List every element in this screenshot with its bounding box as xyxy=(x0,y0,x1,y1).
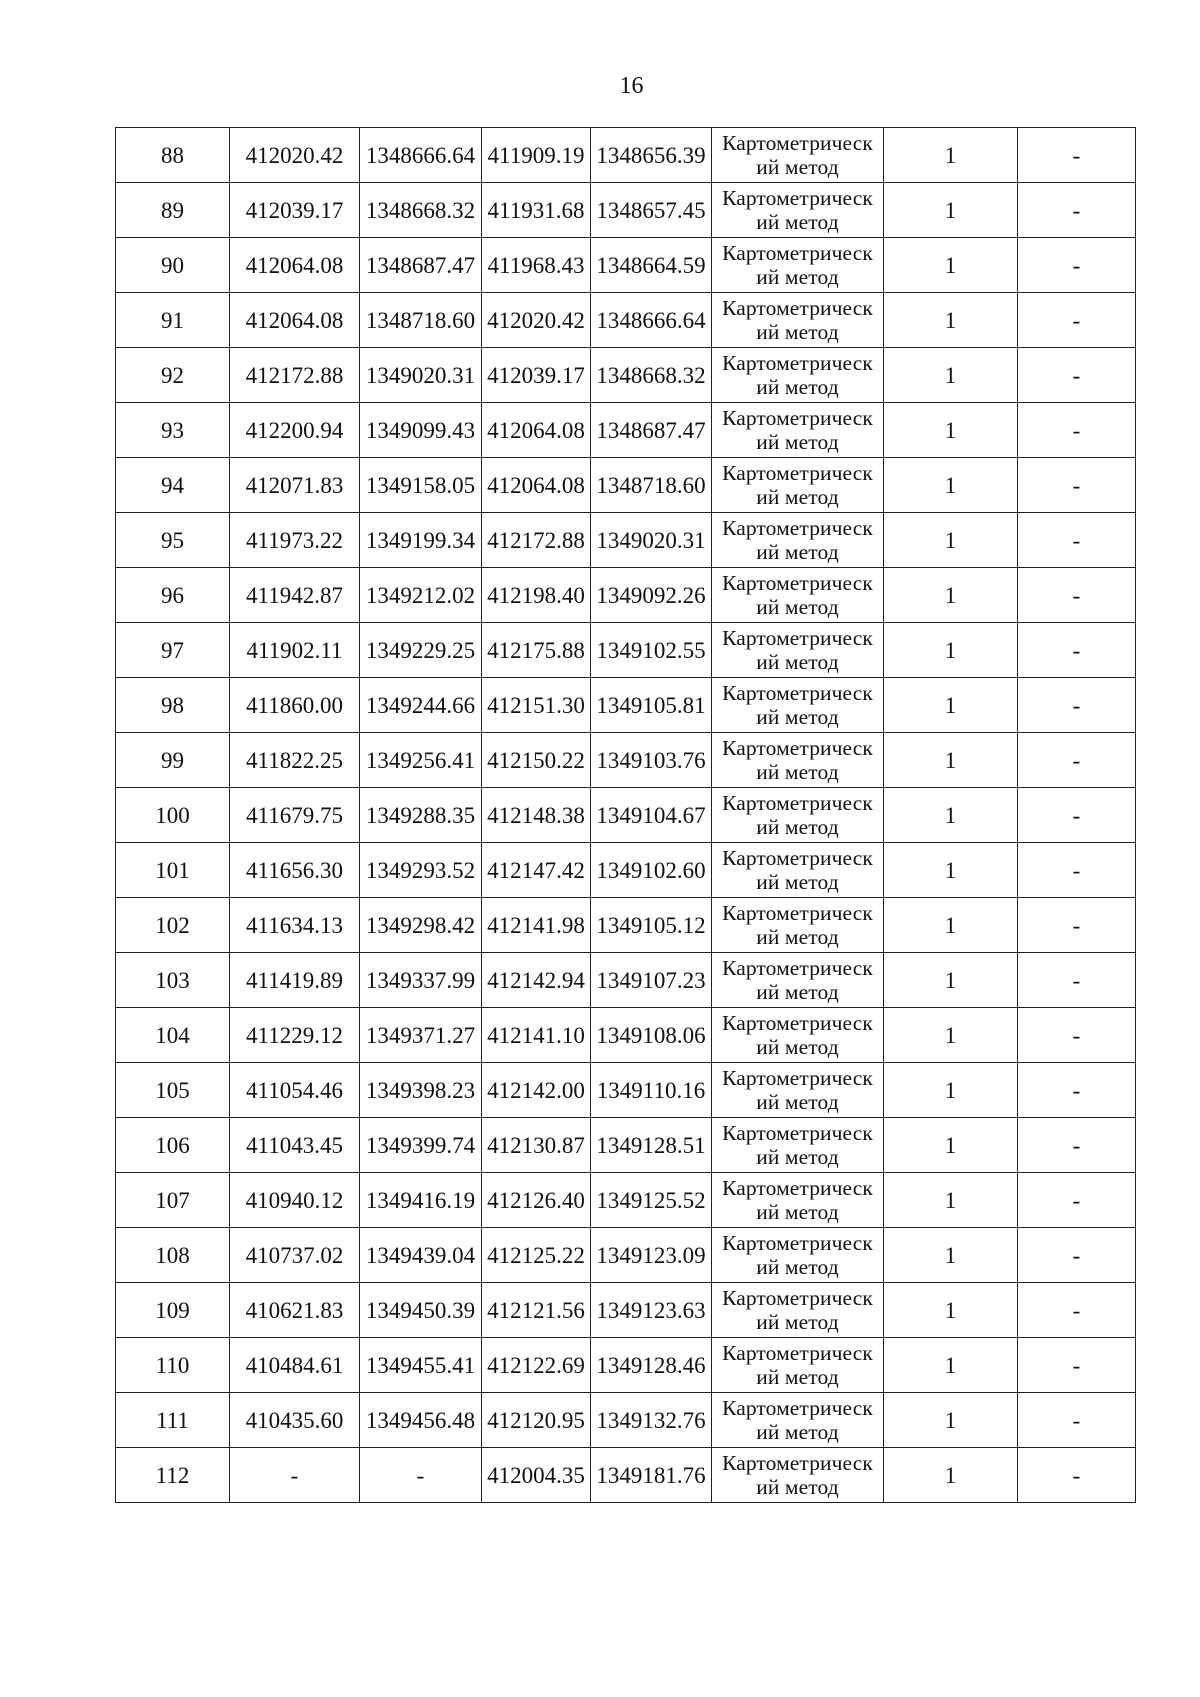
cell-note: - xyxy=(1018,1448,1136,1503)
cell-y-new: 1349128.46 xyxy=(591,1338,712,1393)
cell-y-new: 1348664.59 xyxy=(591,238,712,293)
table-row xyxy=(116,1063,1136,1118)
table-body xyxy=(116,128,1136,1503)
cell-accuracy: 1 xyxy=(884,1228,1018,1283)
cell-accuracy: 1 xyxy=(884,568,1018,623)
cell-method xyxy=(712,1118,884,1173)
cell-method xyxy=(712,1173,884,1228)
cell-y-existing: 1349439.04 xyxy=(360,1228,482,1283)
cell-x-existing: 411634.13 xyxy=(230,898,360,953)
method-line-2: ий метод xyxy=(756,815,839,839)
cell-note: - xyxy=(1018,788,1136,843)
cell-note: - xyxy=(1018,513,1136,568)
cell-y-new: 1349092.26 xyxy=(591,568,712,623)
cell-y-new: 1349132.76 xyxy=(591,1393,712,1448)
cell-note: - xyxy=(1018,843,1136,898)
cell-y-existing: 1349371.27 xyxy=(360,1008,482,1063)
cell-point-number: 96 xyxy=(116,568,230,623)
cell-x-existing: 412039.17 xyxy=(230,183,360,238)
table-row xyxy=(116,1448,1136,1503)
method-line-1: Картометрическ xyxy=(722,241,873,265)
method-line-1: Картометрическ xyxy=(722,1396,873,1420)
cell-note: - xyxy=(1018,953,1136,1008)
cell-accuracy: 1 xyxy=(884,733,1018,788)
method-line-1: Картометрическ xyxy=(722,901,873,925)
cell-note: - xyxy=(1018,183,1136,238)
cell-y-new: 1349102.60 xyxy=(591,843,712,898)
cell-method xyxy=(712,513,884,568)
cell-method xyxy=(712,1448,884,1503)
table-row xyxy=(116,348,1136,403)
coordinates-table xyxy=(115,127,1136,1503)
table-row xyxy=(116,293,1136,348)
method-line-2: ий метод xyxy=(756,1035,839,1059)
cell-y-new: 1349123.09 xyxy=(591,1228,712,1283)
cell-x-existing: 410621.83 xyxy=(230,1283,360,1338)
cell-point-number: 104 xyxy=(116,1008,230,1063)
table-row xyxy=(116,128,1136,183)
cell-method xyxy=(712,1393,884,1448)
method-line-2: ий метод xyxy=(756,705,839,729)
cell-y-existing: 1349450.39 xyxy=(360,1283,482,1338)
cell-accuracy: 1 xyxy=(884,403,1018,458)
cell-y-existing: 1349337.99 xyxy=(360,953,482,1008)
cell-point-number: 107 xyxy=(116,1173,230,1228)
cell-method xyxy=(712,733,884,788)
cell-method xyxy=(712,1283,884,1338)
method-line-1: Картометрическ xyxy=(722,736,873,760)
cell-point-number: 100 xyxy=(116,788,230,843)
table-row xyxy=(116,183,1136,238)
cell-x-existing: 411419.89 xyxy=(230,953,360,1008)
cell-point-number: 93 xyxy=(116,403,230,458)
cell-y-new: 1348687.47 xyxy=(591,403,712,458)
cell-accuracy: 1 xyxy=(884,238,1018,293)
cell-method xyxy=(712,1063,884,1118)
table-row xyxy=(116,403,1136,458)
cell-y-existing: 1349398.23 xyxy=(360,1063,482,1118)
table-row xyxy=(116,513,1136,568)
method-line-2: ий метод xyxy=(756,485,839,509)
cell-x-new: 412148.38 xyxy=(482,788,591,843)
cell-note: - xyxy=(1018,128,1136,183)
cell-x-existing: 410940.12 xyxy=(230,1173,360,1228)
cell-x-new: 412121.56 xyxy=(482,1283,591,1338)
cell-y-existing: 1348668.32 xyxy=(360,183,482,238)
method-line-1: Картометрическ xyxy=(722,1121,873,1145)
cell-x-existing: - xyxy=(230,1448,360,1503)
method-line-1: Картометрическ xyxy=(722,1451,873,1475)
method-line-1: Картометрическ xyxy=(722,626,873,650)
method-line-2: ий метод xyxy=(756,1475,839,1499)
cell-accuracy: 1 xyxy=(884,678,1018,733)
table-row xyxy=(116,1393,1136,1448)
method-line-1: Картометрическ xyxy=(722,131,873,155)
cell-note: - xyxy=(1018,623,1136,678)
cell-point-number: 112 xyxy=(116,1448,230,1503)
cell-x-new: 412130.87 xyxy=(482,1118,591,1173)
cell-accuracy: 1 xyxy=(884,953,1018,1008)
cell-x-existing: 411054.46 xyxy=(230,1063,360,1118)
cell-accuracy: 1 xyxy=(884,293,1018,348)
cell-y-existing: 1348718.60 xyxy=(360,293,482,348)
method-line-2: ий метод xyxy=(756,1200,839,1224)
cell-y-new: 1349110.16 xyxy=(591,1063,712,1118)
cell-y-new: 1349103.76 xyxy=(591,733,712,788)
cell-method xyxy=(712,788,884,843)
table-row xyxy=(116,678,1136,733)
cell-y-existing: 1348687.47 xyxy=(360,238,482,293)
method-line-2: ий метод xyxy=(756,870,839,894)
cell-method xyxy=(712,678,884,733)
cell-y-new: 1349123.63 xyxy=(591,1283,712,1338)
cell-note: - xyxy=(1018,1338,1136,1393)
cell-x-existing: 411043.45 xyxy=(230,1118,360,1173)
cell-accuracy: 1 xyxy=(884,348,1018,403)
cell-accuracy: 1 xyxy=(884,458,1018,513)
table-row xyxy=(116,1283,1136,1338)
cell-x-existing: 411679.75 xyxy=(230,788,360,843)
table-row xyxy=(116,953,1136,1008)
cell-y-new: 1348666.64 xyxy=(591,293,712,348)
cell-x-new: 412147.42 xyxy=(482,843,591,898)
cell-y-existing: 1349456.48 xyxy=(360,1393,482,1448)
method-line-2: ий метод xyxy=(756,155,839,179)
cell-note: - xyxy=(1018,403,1136,458)
cell-accuracy: 1 xyxy=(884,513,1018,568)
cell-point-number: 110 xyxy=(116,1338,230,1393)
method-line-1: Картометрическ xyxy=(722,1066,873,1090)
cell-method xyxy=(712,238,884,293)
cell-note: - xyxy=(1018,1063,1136,1118)
cell-point-number: 98 xyxy=(116,678,230,733)
cell-method xyxy=(712,843,884,898)
cell-note: - xyxy=(1018,678,1136,733)
cell-x-new: 412004.35 xyxy=(482,1448,591,1503)
cell-x-new: 412125.22 xyxy=(482,1228,591,1283)
cell-y-existing: 1349020.31 xyxy=(360,348,482,403)
cell-point-number: 101 xyxy=(116,843,230,898)
cell-accuracy: 1 xyxy=(884,1283,1018,1338)
cell-method xyxy=(712,568,884,623)
cell-x-new: 412039.17 xyxy=(482,348,591,403)
cell-note: - xyxy=(1018,348,1136,403)
cell-x-existing: 412172.88 xyxy=(230,348,360,403)
cell-x-existing: 412064.08 xyxy=(230,238,360,293)
cell-x-new: 412141.10 xyxy=(482,1008,591,1063)
cell-note: - xyxy=(1018,238,1136,293)
method-line-2: ий метод xyxy=(756,1365,839,1389)
cell-accuracy: 1 xyxy=(884,1448,1018,1503)
cell-note: - xyxy=(1018,1118,1136,1173)
cell-y-new: 1349102.55 xyxy=(591,623,712,678)
table-row xyxy=(116,1008,1136,1063)
cell-point-number: 92 xyxy=(116,348,230,403)
table-row xyxy=(116,1338,1136,1393)
cell-accuracy: 1 xyxy=(884,183,1018,238)
table-row xyxy=(116,458,1136,513)
cell-note: - xyxy=(1018,1283,1136,1338)
method-line-2: ий метод xyxy=(756,210,839,234)
cell-accuracy: 1 xyxy=(884,1393,1018,1448)
cell-x-new: 412126.40 xyxy=(482,1173,591,1228)
cell-point-number: 91 xyxy=(116,293,230,348)
method-line-1: Картометрическ xyxy=(722,296,873,320)
method-line-1: Картометрическ xyxy=(722,1176,873,1200)
cell-point-number: 111 xyxy=(116,1393,230,1448)
cell-x-new: 412141.98 xyxy=(482,898,591,953)
cell-method xyxy=(712,1338,884,1393)
cell-y-new: 1349107.23 xyxy=(591,953,712,1008)
cell-x-new: 412120.95 xyxy=(482,1393,591,1448)
cell-accuracy: 1 xyxy=(884,1008,1018,1063)
cell-y-existing: 1349099.43 xyxy=(360,403,482,458)
table-row xyxy=(116,623,1136,678)
cell-x-new: 412142.00 xyxy=(482,1063,591,1118)
method-line-2: ий метод xyxy=(756,375,839,399)
cell-y-new: 1349181.76 xyxy=(591,1448,712,1503)
method-line-1: Картометрическ xyxy=(722,1011,873,1035)
method-line-2: ий метод xyxy=(756,980,839,1004)
cell-y-new: 1349108.06 xyxy=(591,1008,712,1063)
cell-point-number: 89 xyxy=(116,183,230,238)
cell-x-existing: 411822.25 xyxy=(230,733,360,788)
cell-method xyxy=(712,1008,884,1063)
cell-x-existing: 410484.61 xyxy=(230,1338,360,1393)
method-line-1: Картометрическ xyxy=(722,1341,873,1365)
cell-y-new: 1349125.52 xyxy=(591,1173,712,1228)
method-line-1: Картометрическ xyxy=(722,516,873,540)
cell-x-existing: 410737.02 xyxy=(230,1228,360,1283)
cell-y-existing: 1349399.74 xyxy=(360,1118,482,1173)
cell-accuracy: 1 xyxy=(884,788,1018,843)
method-line-2: ий метод xyxy=(756,760,839,784)
cell-x-new: 412172.88 xyxy=(482,513,591,568)
cell-method xyxy=(712,348,884,403)
cell-accuracy: 1 xyxy=(884,898,1018,953)
cell-x-existing: 411229.12 xyxy=(230,1008,360,1063)
method-line-1: Картометрическ xyxy=(722,186,873,210)
cell-y-existing: 1349199.34 xyxy=(360,513,482,568)
cell-x-existing: 411902.11 xyxy=(230,623,360,678)
cell-y-new: 1349105.12 xyxy=(591,898,712,953)
cell-y-existing: 1349288.35 xyxy=(360,788,482,843)
page-number: 16 xyxy=(619,73,644,99)
method-line-2: ий метод xyxy=(756,1255,839,1279)
table-row xyxy=(116,788,1136,843)
cell-y-new: 1349104.67 xyxy=(591,788,712,843)
cell-y-new: 1349105.81 xyxy=(591,678,712,733)
method-line-1: Картометрическ xyxy=(722,351,873,375)
method-line-1: Картометрическ xyxy=(722,956,873,980)
cell-point-number: 109 xyxy=(116,1283,230,1338)
cell-note: - xyxy=(1018,1393,1136,1448)
table-row xyxy=(116,1118,1136,1173)
cell-point-number: 108 xyxy=(116,1228,230,1283)
method-line-1: Картометрическ xyxy=(722,406,873,430)
cell-x-existing: 412020.42 xyxy=(230,128,360,183)
table-row xyxy=(116,238,1136,293)
table-row xyxy=(116,898,1136,953)
method-line-1: Картометрическ xyxy=(722,1231,873,1255)
cell-x-existing: 412200.94 xyxy=(230,403,360,458)
cell-method xyxy=(712,1228,884,1283)
cell-accuracy: 1 xyxy=(884,1118,1018,1173)
cell-note: - xyxy=(1018,458,1136,513)
cell-point-number: 94 xyxy=(116,458,230,513)
cell-method xyxy=(712,623,884,678)
cell-method xyxy=(712,183,884,238)
method-line-2: ий метод xyxy=(756,265,839,289)
cell-accuracy: 1 xyxy=(884,1173,1018,1228)
cell-point-number: 102 xyxy=(116,898,230,953)
method-line-2: ий метод xyxy=(756,650,839,674)
cell-y-existing: 1348666.64 xyxy=(360,128,482,183)
cell-note: - xyxy=(1018,898,1136,953)
cell-x-new: 412175.88 xyxy=(482,623,591,678)
cell-note: - xyxy=(1018,733,1136,788)
cell-y-new: 1348656.39 xyxy=(591,128,712,183)
method-line-1: Картометрическ xyxy=(722,681,873,705)
method-line-2: ий метод xyxy=(756,1145,839,1169)
cell-point-number: 106 xyxy=(116,1118,230,1173)
cell-y-new: 1349020.31 xyxy=(591,513,712,568)
cell-y-new: 1349128.51 xyxy=(591,1118,712,1173)
cell-x-new: 411968.43 xyxy=(482,238,591,293)
method-line-2: ий метод xyxy=(756,1310,839,1334)
cell-y-existing: 1349298.42 xyxy=(360,898,482,953)
cell-y-new: 1348668.32 xyxy=(591,348,712,403)
cell-x-existing: 410435.60 xyxy=(230,1393,360,1448)
cell-method xyxy=(712,128,884,183)
cell-note: - xyxy=(1018,1228,1136,1283)
cell-point-number: 95 xyxy=(116,513,230,568)
cell-y-existing: 1349416.19 xyxy=(360,1173,482,1228)
cell-x-existing: 412064.08 xyxy=(230,293,360,348)
method-line-2: ий метод xyxy=(756,430,839,454)
cell-point-number: 99 xyxy=(116,733,230,788)
cell-y-existing: 1349256.41 xyxy=(360,733,482,788)
method-line-2: ий метод xyxy=(756,540,839,564)
method-line-1: Картометрическ xyxy=(722,571,873,595)
method-line-1: Картометрическ xyxy=(722,461,873,485)
cell-point-number: 97 xyxy=(116,623,230,678)
cell-note: - xyxy=(1018,1008,1136,1063)
cell-y-existing: - xyxy=(360,1448,482,1503)
cell-x-new: 412064.08 xyxy=(482,458,591,513)
cell-method xyxy=(712,293,884,348)
cell-x-new: 412151.30 xyxy=(482,678,591,733)
cell-method xyxy=(712,403,884,458)
cell-y-existing: 1349212.02 xyxy=(360,568,482,623)
cell-y-existing: 1349244.66 xyxy=(360,678,482,733)
table-row xyxy=(116,733,1136,788)
cell-note: - xyxy=(1018,1173,1136,1228)
method-line-2: ий метод xyxy=(756,1090,839,1114)
cell-x-new: 412198.40 xyxy=(482,568,591,623)
cell-y-existing: 1349455.41 xyxy=(360,1338,482,1393)
method-line-1: Картометрическ xyxy=(722,791,873,815)
cell-point-number: 88 xyxy=(116,128,230,183)
cell-accuracy: 1 xyxy=(884,128,1018,183)
cell-y-new: 1348657.45 xyxy=(591,183,712,238)
table-row xyxy=(116,1228,1136,1283)
cell-point-number: 90 xyxy=(116,238,230,293)
cell-x-new: 412142.94 xyxy=(482,953,591,1008)
cell-note: - xyxy=(1018,293,1136,348)
table-row xyxy=(116,843,1136,898)
cell-note: - xyxy=(1018,568,1136,623)
cell-y-existing: 1349293.52 xyxy=(360,843,482,898)
cell-x-existing: 412071.83 xyxy=(230,458,360,513)
cell-y-existing: 1349229.25 xyxy=(360,623,482,678)
cell-x-new: 411931.68 xyxy=(482,183,591,238)
table-row xyxy=(116,568,1136,623)
method-line-2: ий метод xyxy=(756,925,839,949)
cell-method xyxy=(712,953,884,1008)
cell-method xyxy=(712,898,884,953)
cell-point-number: 105 xyxy=(116,1063,230,1118)
method-line-1: Картометрическ xyxy=(722,846,873,870)
cell-point-number: 103 xyxy=(116,953,230,1008)
cell-x-existing: 411942.87 xyxy=(230,568,360,623)
cell-x-new: 411909.19 xyxy=(482,128,591,183)
cell-y-existing: 1349158.05 xyxy=(360,458,482,513)
method-line-1: Картометрическ xyxy=(722,1286,873,1310)
method-line-2: ий метод xyxy=(756,1420,839,1444)
method-line-2: ий метод xyxy=(756,595,839,619)
cell-x-new: 412122.69 xyxy=(482,1338,591,1393)
cell-accuracy: 1 xyxy=(884,843,1018,898)
cell-accuracy: 1 xyxy=(884,1063,1018,1118)
method-line-2: ий метод xyxy=(756,320,839,344)
cell-y-new: 1348718.60 xyxy=(591,458,712,513)
cell-x-existing: 411973.22 xyxy=(230,513,360,568)
cell-accuracy: 1 xyxy=(884,623,1018,678)
cell-x-new: 412020.42 xyxy=(482,293,591,348)
cell-x-new: 412150.22 xyxy=(482,733,591,788)
table-row xyxy=(116,1173,1136,1228)
cell-x-new: 412064.08 xyxy=(482,403,591,458)
cell-x-existing: 411860.00 xyxy=(230,678,360,733)
cell-method xyxy=(712,458,884,513)
cell-x-existing: 411656.30 xyxy=(230,843,360,898)
cell-accuracy: 1 xyxy=(884,1338,1018,1393)
